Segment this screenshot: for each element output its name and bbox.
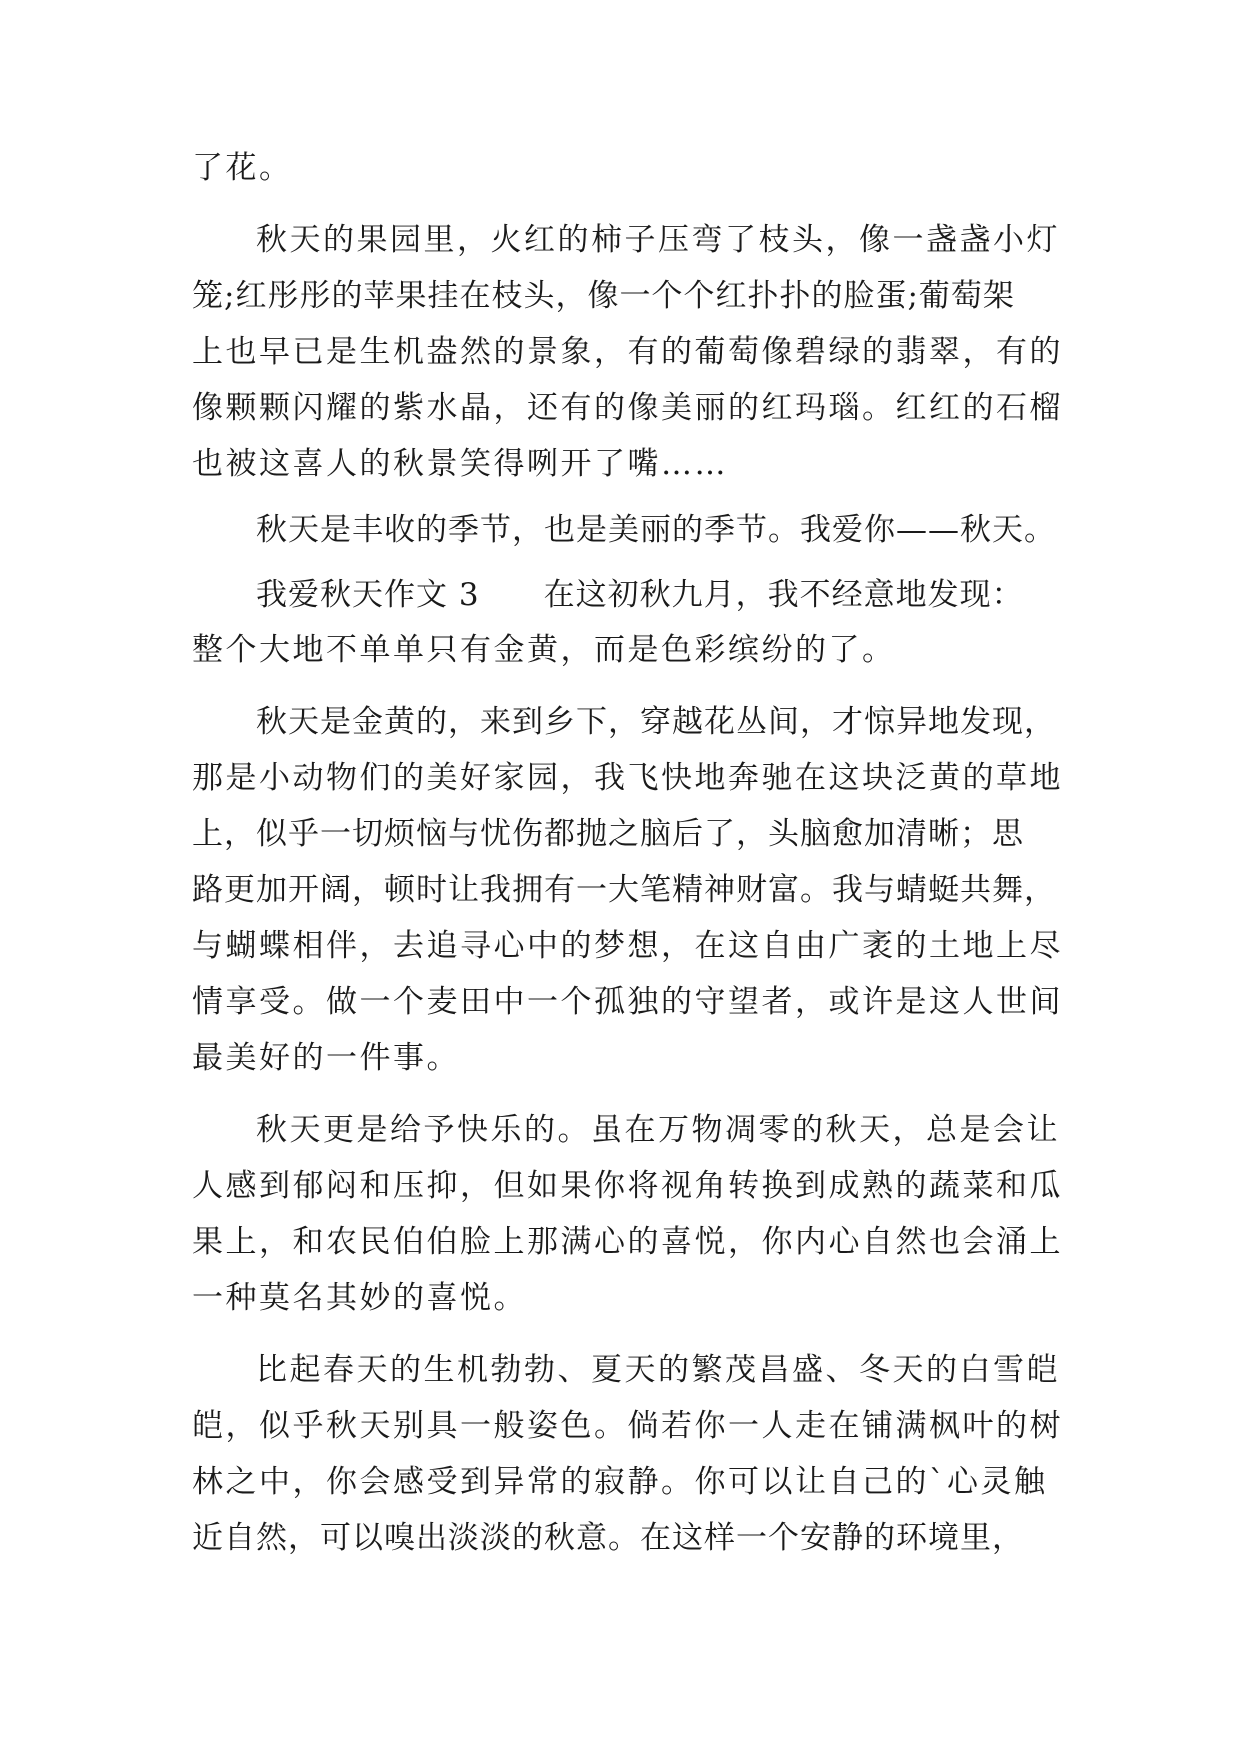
- paragraph-start-line: 秋天更是给予快乐的。虽在万物凋零的秋天，总是会让: [256, 1112, 1060, 1148]
- text-line: 上，似乎一切烦恼与忧伤都抛之脑后了，头脑愈加清晰；思: [192, 816, 1024, 852]
- text-line: 皑，似乎秋天别具一般姿色。倘若你一人走在铺满枫叶的树: [192, 1408, 1063, 1444]
- text-line: 像颗颗闪耀的紫水晶，还有的像美丽的红玛瑙。红红的石榴: [192, 390, 1063, 426]
- text-line: 上也早已是生机盎然的景象，有的葡萄像碧绿的翡翠，有的: [192, 334, 1063, 370]
- text-line: 情享受。做一个麦田中一个孤独的守望者，或许是这人世间: [192, 984, 1063, 1020]
- text-line: 那是小动物们的美好家园，我飞快地奔驰在这块泛黄的草地: [192, 760, 1063, 796]
- text-line: 林之中，你会感受到异常的寂静。你可以让自己的`心灵触: [192, 1464, 1048, 1500]
- essay-heading-line: 我爱秋天作文 3 在这初秋九月，我不经意地发现：: [256, 577, 1024, 613]
- text-line: 与蝴蝶相伴，去追寻心中的梦想，在这自由广袤的土地上尽: [192, 928, 1063, 964]
- text-line: 路更加开阔，顿时让我拥有一大笔精神财富。我与蜻蜓共舞，: [192, 872, 1056, 908]
- paragraph-start-line: 比起春天的生机勃勃、夏天的繁茂昌盛、冬天的白雪皑: [256, 1352, 1060, 1388]
- text-line: 了花。: [192, 150, 293, 186]
- paragraph-start-line: 秋天的果园里，火红的柿子压弯了枝头，像一盏盏小灯: [256, 222, 1060, 258]
- text-line: 笼;红彤彤的苹果挂在枝头，像一个个红扑扑的脸蛋;葡萄架: [192, 278, 1015, 314]
- paragraph-start-line: 秋天是金黄的，来到乡下，穿越花丛间，才惊异地发现，: [256, 704, 1056, 740]
- paragraph-start-line: 秋天是丰收的季节，也是美丽的季节。我爱你——秋天。: [256, 512, 1056, 548]
- text-line: 人感到郁闷和压抑，但如果你将视角转换到成熟的蔬菜和瓜: [192, 1168, 1063, 1204]
- text-line: 近自然，可以嗅出淡淡的秋意。在这样一个安静的环境里，: [192, 1520, 1024, 1556]
- text-line: 最美好的一件事。: [192, 1040, 460, 1076]
- text-line: 也被这喜人的秋景笑得咧开了嘴……: [192, 446, 728, 482]
- text-line: 果上，和农民伯伯脸上那满心的喜悦，你内心自然也会涌上: [192, 1224, 1063, 1260]
- text-line: 一种莫名其妙的喜悦。: [192, 1280, 527, 1316]
- text-line: 整个大地不单单只有金黄，而是色彩缤纷的了。: [192, 632, 896, 668]
